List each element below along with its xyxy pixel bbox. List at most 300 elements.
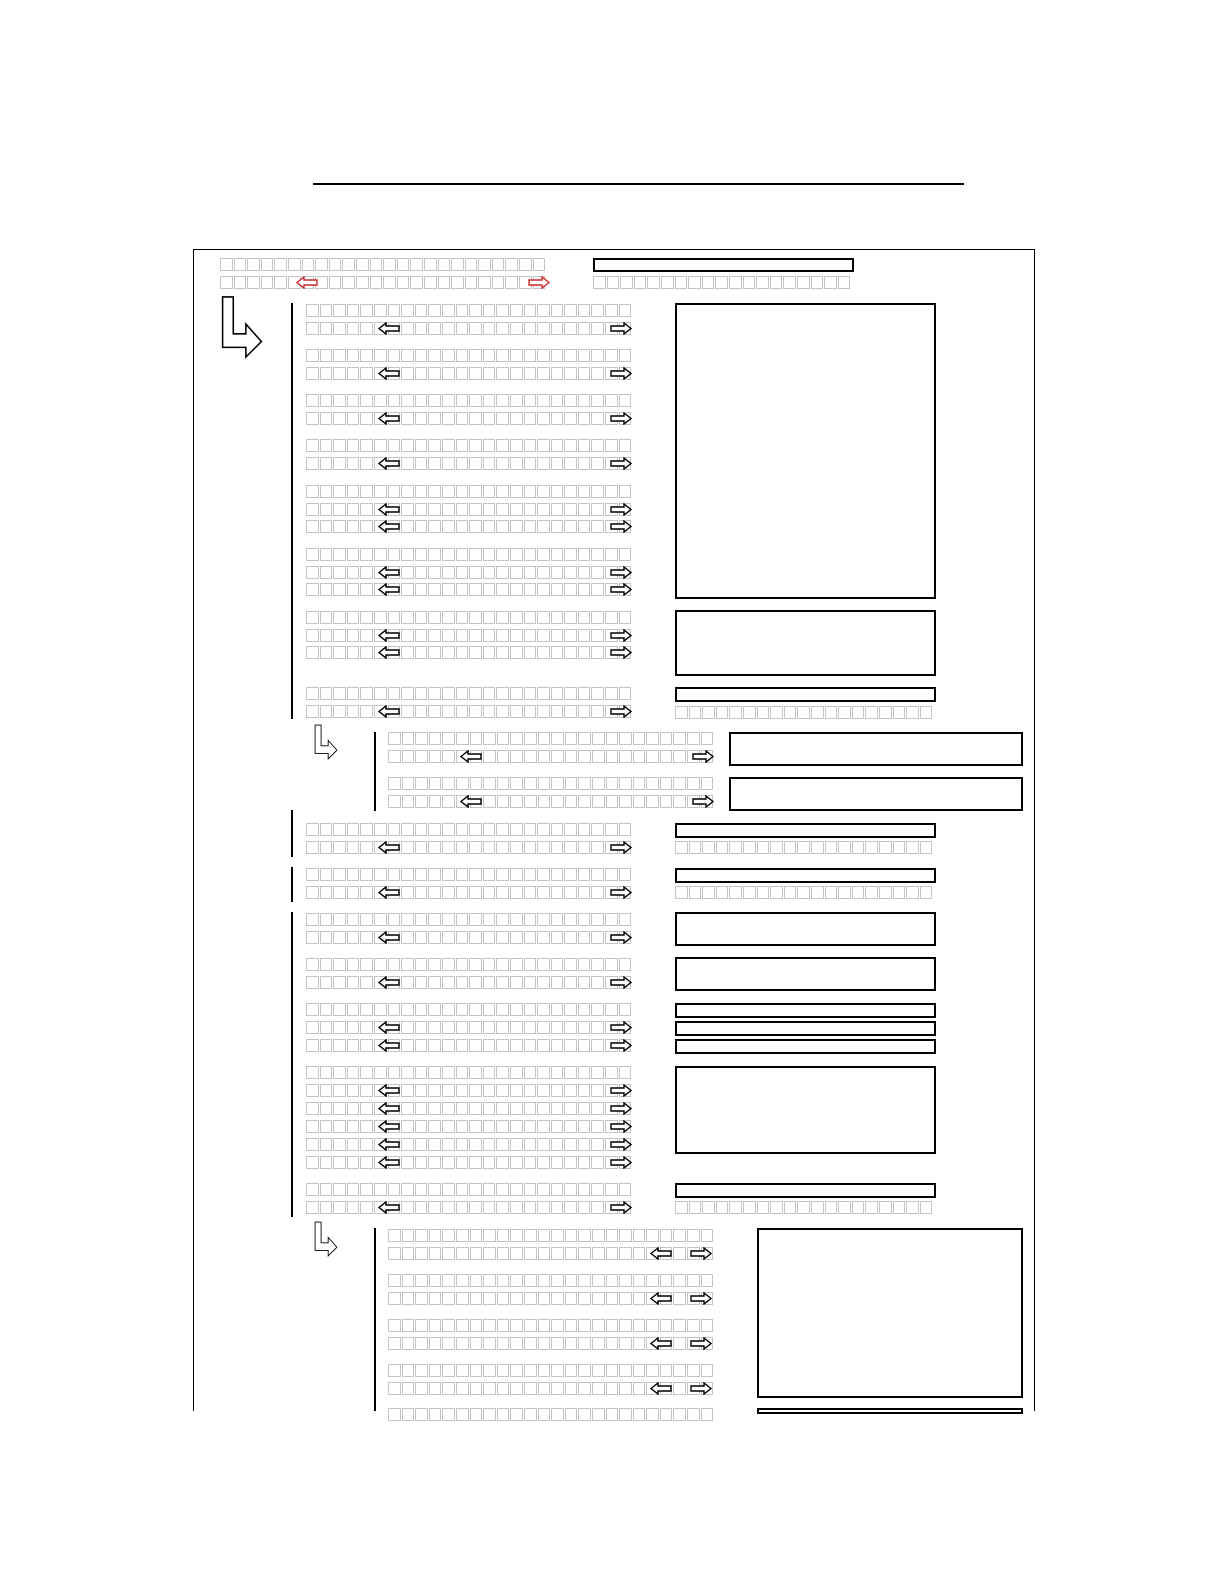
char-cell[interactable] [496, 1120, 509, 1133]
char-cell[interactable] [838, 886, 851, 899]
char-cell[interactable] [456, 1183, 469, 1196]
char-cell-row[interactable] [306, 367, 632, 380]
char-cell-row[interactable] [306, 886, 632, 899]
char-cell[interactable] [510, 566, 523, 579]
char-cell[interactable] [428, 1003, 441, 1016]
char-cell[interactable] [619, 1337, 632, 1350]
char-cell[interactable] [605, 1003, 618, 1016]
char-cell[interactable] [483, 886, 496, 899]
char-cell[interactable] [456, 886, 469, 899]
char-cell[interactable] [496, 1021, 509, 1034]
char-cell[interactable] [428, 1138, 441, 1151]
char-cell[interactable] [538, 1319, 551, 1332]
char-cell[interactable] [496, 485, 509, 498]
char-cell-row[interactable] [388, 777, 714, 790]
char-cell[interactable] [920, 886, 933, 899]
char-cell[interactable] [784, 1201, 797, 1214]
char-cell[interactable] [347, 841, 360, 854]
char-cell[interactable] [356, 276, 369, 289]
char-cell[interactable] [320, 1039, 333, 1052]
char-cell[interactable] [633, 1319, 646, 1332]
char-cell[interactable] [483, 485, 496, 498]
char-cell[interactable] [578, 823, 591, 836]
char-cell[interactable] [415, 566, 428, 579]
char-cell[interactable] [729, 841, 742, 854]
char-cell[interactable] [442, 1003, 455, 1016]
char-cell[interactable] [551, 1138, 564, 1151]
char-cell[interactable] [564, 520, 577, 533]
char-cell[interactable] [702, 276, 715, 289]
char-cell[interactable] [591, 1021, 604, 1034]
char-cell[interactable] [415, 1247, 428, 1260]
char-cell[interactable] [360, 976, 373, 989]
char-cell-row[interactable] [306, 1039, 632, 1052]
char-cell[interactable] [333, 503, 346, 516]
char-cell[interactable] [429, 1337, 442, 1350]
char-cell[interactable] [564, 1084, 577, 1097]
char-cell[interactable] [402, 750, 415, 763]
char-cell[interactable] [537, 1084, 550, 1097]
char-cell[interactable] [456, 520, 469, 533]
char-cell[interactable] [415, 1292, 428, 1305]
char-cell[interactable] [483, 367, 496, 380]
char-cell[interactable] [675, 841, 688, 854]
char-cell[interactable] [537, 629, 550, 642]
char-cell[interactable] [687, 732, 700, 745]
char-cell[interactable] [438, 276, 451, 289]
char-cell[interactable] [537, 931, 550, 944]
char-cell[interactable] [428, 1120, 441, 1133]
char-cell[interactable] [591, 367, 604, 380]
char-cell[interactable] [320, 1120, 333, 1133]
char-cell[interactable] [591, 485, 604, 498]
char-cell[interactable] [401, 705, 414, 718]
char-cell[interactable] [456, 548, 469, 561]
char-cell[interactable] [483, 349, 496, 362]
char-cell[interactable] [524, 868, 537, 881]
char-cell[interactable] [374, 304, 387, 317]
char-cell[interactable] [524, 1138, 537, 1151]
char-cell[interactable] [429, 1274, 442, 1287]
char-cell[interactable] [591, 1102, 604, 1115]
char-cell[interactable] [360, 1084, 373, 1097]
entry-box-thin[interactable] [675, 687, 936, 702]
char-cell[interactable] [496, 1084, 509, 1097]
char-cell[interactable] [701, 1408, 714, 1421]
char-cell[interactable] [524, 1039, 537, 1052]
char-cell[interactable] [578, 732, 591, 745]
char-cell[interactable] [537, 611, 550, 624]
char-cell[interactable] [483, 1156, 496, 1169]
char-cell[interactable] [442, 823, 455, 836]
char-cell[interactable] [633, 750, 646, 763]
char-cell[interactable] [538, 795, 551, 808]
char-cell[interactable] [415, 646, 428, 659]
char-cell[interactable] [247, 258, 260, 271]
side-cell-row[interactable] [675, 1201, 933, 1214]
char-cell[interactable] [673, 750, 686, 763]
char-cell[interactable] [388, 611, 401, 624]
char-cell[interactable] [428, 439, 441, 452]
char-cell[interactable] [360, 485, 373, 498]
char-cell[interactable] [320, 823, 333, 836]
char-cell[interactable] [401, 439, 414, 452]
char-cell[interactable] [442, 629, 455, 642]
char-cell[interactable] [510, 750, 523, 763]
char-cell[interactable] [646, 1364, 659, 1377]
char-cell[interactable] [633, 1292, 646, 1305]
char-cell[interactable] [333, 367, 346, 380]
char-cell[interactable] [687, 1274, 700, 1287]
char-cell[interactable] [320, 394, 333, 407]
char-cell[interactable] [564, 841, 577, 854]
char-cell[interactable] [564, 394, 577, 407]
char-cell[interactable] [483, 1382, 496, 1395]
char-cell[interactable] [578, 913, 591, 926]
char-cell[interactable] [347, 394, 360, 407]
char-cell[interactable] [456, 1066, 469, 1079]
char-cell[interactable] [634, 276, 647, 289]
char-cell[interactable] [442, 485, 455, 498]
char-cell[interactable] [689, 841, 702, 854]
char-cell[interactable] [565, 1247, 578, 1260]
char-cell[interactable] [510, 868, 523, 881]
char-cell[interactable] [633, 1229, 646, 1242]
char-cell[interactable] [415, 1408, 428, 1421]
char-cell[interactable] [415, 732, 428, 745]
char-cell[interactable] [578, 886, 591, 899]
char-cell[interactable] [288, 258, 301, 271]
char-cell[interactable] [302, 258, 315, 271]
char-cell[interactable] [329, 258, 342, 271]
char-cell[interactable] [689, 706, 702, 719]
char-cell[interactable] [578, 394, 591, 407]
char-cell[interactable] [415, 976, 428, 989]
char-cell[interactable] [673, 1274, 686, 1287]
char-cell[interactable] [360, 1039, 373, 1052]
char-cell[interactable] [565, 795, 578, 808]
char-cell[interactable] [320, 304, 333, 317]
char-cell[interactable] [483, 520, 496, 533]
char-cell[interactable] [320, 611, 333, 624]
char-cell-row[interactable] [306, 1084, 632, 1097]
char-cell[interactable] [592, 1319, 605, 1332]
entry-box-thin[interactable] [675, 1183, 936, 1198]
char-cell[interactable] [442, 439, 455, 452]
char-cell[interactable] [428, 457, 441, 470]
char-cell[interactable] [383, 276, 396, 289]
char-cell[interactable] [893, 841, 906, 854]
char-cell[interactable] [483, 687, 496, 700]
char-cell[interactable] [483, 646, 496, 659]
char-cell-row[interactable] [306, 304, 632, 317]
char-cell[interactable] [388, 304, 401, 317]
char-cell[interactable] [784, 886, 797, 899]
char-cell[interactable] [333, 1066, 346, 1079]
char-cell[interactable] [646, 795, 659, 808]
char-cell[interactable] [591, 412, 604, 425]
char-cell[interactable] [429, 1247, 442, 1260]
char-cell[interactable] [438, 258, 451, 271]
char-cell[interactable] [578, 566, 591, 579]
char-cell[interactable] [306, 485, 319, 498]
char-cell[interactable] [442, 1382, 455, 1395]
char-cell[interactable] [415, 795, 428, 808]
char-cell[interactable] [320, 1183, 333, 1196]
char-cell[interactable] [333, 1084, 346, 1097]
char-cell[interactable] [415, 1382, 428, 1395]
char-cell[interactable] [234, 258, 247, 271]
char-cell[interactable] [591, 1066, 604, 1079]
char-cell[interactable] [306, 1003, 319, 1016]
char-cell[interactable] [496, 886, 509, 899]
char-cell[interactable] [591, 1201, 604, 1214]
char-cell[interactable] [564, 1183, 577, 1196]
char-cell[interactable] [538, 1408, 551, 1421]
char-cell[interactable] [492, 276, 505, 289]
char-cell[interactable] [415, 777, 428, 790]
char-cell[interactable] [770, 841, 783, 854]
char-cell[interactable] [388, 777, 401, 790]
char-cell[interactable] [388, 868, 401, 881]
char-cell[interactable] [756, 276, 769, 289]
char-cell[interactable] [591, 958, 604, 971]
char-cell-row[interactable] [306, 913, 632, 926]
char-cell[interactable] [811, 706, 824, 719]
char-cell[interactable] [619, 823, 632, 836]
char-cell[interactable] [402, 1364, 415, 1377]
char-cell-row[interactable] [306, 583, 632, 596]
char-cell[interactable] [360, 868, 373, 881]
char-cell[interactable] [320, 976, 333, 989]
char-cell[interactable] [519, 258, 532, 271]
char-cell[interactable] [551, 958, 564, 971]
char-cell[interactable] [496, 566, 509, 579]
char-cell[interactable] [442, 1364, 455, 1377]
entry-box-thin[interactable] [675, 868, 936, 883]
char-cell[interactable] [646, 1408, 659, 1421]
char-cell[interactable] [783, 276, 796, 289]
char-cell[interactable] [456, 1156, 469, 1169]
char-cell[interactable] [687, 777, 700, 790]
char-cell[interactable] [619, 1229, 632, 1242]
char-cell[interactable] [320, 913, 333, 926]
char-cell[interactable] [360, 1183, 373, 1196]
char-cell[interactable] [906, 1201, 919, 1214]
char-cell[interactable] [729, 276, 742, 289]
char-cell[interactable] [591, 520, 604, 533]
char-cell[interactable] [261, 258, 274, 271]
char-cell[interactable] [510, 795, 523, 808]
char-cell[interactable] [456, 457, 469, 470]
char-cell[interactable] [465, 276, 478, 289]
char-cell[interactable] [524, 823, 537, 836]
char-cell[interactable] [497, 732, 510, 745]
char-cell-row[interactable] [306, 503, 632, 516]
char-cell[interactable] [320, 1138, 333, 1151]
char-cell[interactable] [469, 629, 482, 642]
char-cell[interactable] [551, 485, 564, 498]
char-cell[interactable] [483, 913, 496, 926]
char-cell[interactable] [428, 1156, 441, 1169]
char-cell[interactable] [483, 583, 496, 596]
char-cell[interactable] [510, 304, 523, 317]
char-cell[interactable] [510, 1408, 523, 1421]
char-cell[interactable] [347, 1066, 360, 1079]
char-cell[interactable] [333, 868, 346, 881]
char-cell[interactable] [347, 503, 360, 516]
char-cell[interactable] [442, 566, 455, 579]
char-cell[interactable] [496, 394, 509, 407]
char-cell[interactable] [483, 823, 496, 836]
char-cell[interactable] [483, 868, 496, 881]
char-cell[interactable] [591, 931, 604, 944]
char-cell[interactable] [234, 276, 247, 289]
char-cell[interactable] [429, 777, 442, 790]
char-cell[interactable] [442, 931, 455, 944]
char-cell[interactable] [442, 503, 455, 516]
side-cell-row[interactable] [675, 886, 933, 899]
char-cell[interactable] [743, 706, 756, 719]
char-cell[interactable] [333, 439, 346, 452]
char-cell[interactable] [442, 412, 455, 425]
char-cell[interactable] [415, 1156, 428, 1169]
char-cell[interactable] [469, 913, 482, 926]
char-cell[interactable] [633, 1382, 646, 1395]
char-cell[interactable] [415, 1229, 428, 1242]
char-cell[interactable] [428, 412, 441, 425]
char-cell[interactable] [333, 931, 346, 944]
char-cell[interactable] [510, 1138, 523, 1151]
char-cell[interactable] [401, 566, 414, 579]
char-cell[interactable] [333, 629, 346, 642]
char-cell[interactable] [469, 1156, 482, 1169]
char-cell[interactable] [524, 1201, 537, 1214]
char-cell[interactable] [770, 706, 783, 719]
char-cell[interactable] [442, 750, 455, 763]
char-cell[interactable] [388, 439, 401, 452]
char-cell[interactable] [428, 841, 441, 854]
char-cell[interactable] [510, 705, 523, 718]
char-cell[interactable] [620, 276, 633, 289]
char-cell[interactable] [564, 823, 577, 836]
char-cell[interactable] [469, 1183, 482, 1196]
char-cell[interactable] [838, 706, 851, 719]
char-cell[interactable] [469, 1084, 482, 1097]
char-cell[interactable] [342, 258, 355, 271]
char-cell[interactable] [306, 823, 319, 836]
entry-box[interactable] [729, 777, 1023, 811]
char-cell[interactable] [729, 886, 742, 899]
char-cell-row[interactable] [306, 931, 632, 944]
char-cell[interactable] [442, 777, 455, 790]
char-cell[interactable] [496, 548, 509, 561]
char-cell-row[interactable] [306, 1156, 632, 1169]
char-cell-row[interactable] [306, 394, 632, 407]
char-cell[interactable] [619, 1183, 632, 1196]
entry-box-thin[interactable] [675, 1039, 936, 1054]
char-cell[interactable] [415, 931, 428, 944]
char-cell[interactable] [360, 646, 373, 659]
char-cell[interactable] [356, 258, 369, 271]
char-cell-row[interactable] [388, 795, 714, 808]
char-cell[interactable] [702, 1201, 715, 1214]
char-cell-row[interactable] [306, 439, 632, 452]
header-cell-row[interactable] [593, 276, 851, 289]
char-cell[interactable] [551, 611, 564, 624]
char-cell[interactable] [537, 439, 550, 452]
char-cell[interactable] [347, 322, 360, 335]
char-cell[interactable] [687, 1408, 700, 1421]
char-cell[interactable] [320, 687, 333, 700]
char-cell[interactable] [537, 394, 550, 407]
char-cell[interactable] [483, 611, 496, 624]
char-cell[interactable] [401, 1084, 414, 1097]
char-cell[interactable] [401, 583, 414, 596]
char-cell[interactable] [442, 367, 455, 380]
char-cell[interactable] [415, 629, 428, 642]
char-cell[interactable] [388, 485, 401, 498]
char-cell[interactable] [401, 886, 414, 899]
char-cell[interactable] [551, 1319, 564, 1332]
char-cell[interactable] [333, 457, 346, 470]
char-cell[interactable] [442, 1039, 455, 1052]
char-cell[interactable] [551, 1247, 564, 1260]
char-cell[interactable] [442, 457, 455, 470]
char-cell[interactable] [456, 976, 469, 989]
char-cell[interactable] [592, 732, 605, 745]
char-cell[interactable] [428, 823, 441, 836]
char-cell[interactable] [510, 548, 523, 561]
char-cell[interactable] [469, 457, 482, 470]
char-cell[interactable] [537, 1066, 550, 1079]
char-cell[interactable] [510, 1229, 523, 1242]
char-cell[interactable] [537, 868, 550, 881]
char-cell[interactable] [673, 777, 686, 790]
char-cell[interactable] [483, 566, 496, 579]
char-cell[interactable] [456, 868, 469, 881]
char-cell[interactable] [564, 1102, 577, 1115]
char-cell[interactable] [401, 322, 414, 335]
char-cell[interactable] [537, 1183, 550, 1196]
char-cell[interactable] [306, 1039, 319, 1052]
char-cell[interactable] [689, 1201, 702, 1214]
char-cell[interactable] [333, 548, 346, 561]
char-cell[interactable] [701, 1319, 714, 1332]
char-cell[interactable] [578, 1156, 591, 1169]
char-cell[interactable] [537, 1120, 550, 1133]
side-cell-row[interactable] [675, 841, 933, 854]
char-cell-row[interactable] [306, 1201, 632, 1214]
char-cell[interactable] [496, 1201, 509, 1214]
char-cell[interactable] [360, 1120, 373, 1133]
char-cell-row[interactable] [306, 548, 632, 561]
char-cell-row[interactable] [306, 520, 632, 533]
header-box[interactable] [593, 258, 854, 272]
char-cell[interactable] [920, 706, 933, 719]
char-cell[interactable] [673, 1292, 686, 1305]
char-cell[interactable] [333, 1021, 346, 1034]
char-cell[interactable] [415, 1183, 428, 1196]
char-cell[interactable] [673, 1364, 686, 1377]
header-cell-row[interactable] [220, 258, 546, 271]
char-cell[interactable] [442, 1229, 455, 1242]
char-cell[interactable] [306, 976, 319, 989]
char-cell-row[interactable] [306, 629, 632, 642]
char-cell[interactable] [510, 777, 523, 790]
char-cell[interactable] [483, 1039, 496, 1052]
char-cell[interactable] [591, 705, 604, 718]
